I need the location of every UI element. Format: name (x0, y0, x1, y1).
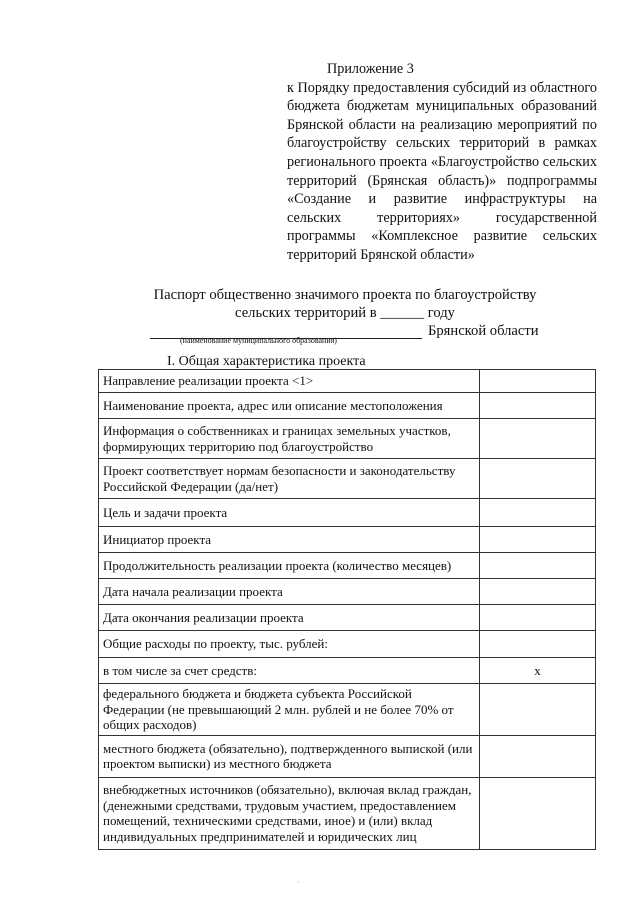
row-value: x (480, 658, 596, 684)
passport-title (100, 286, 590, 322)
table-row (99, 527, 596, 553)
table-row (99, 419, 596, 459)
row-value (480, 553, 596, 579)
title-region: Брянской области (428, 323, 539, 339)
row-label: Дата окончания реализации проекта (99, 605, 480, 631)
row-value (480, 579, 596, 605)
row-value (480, 605, 596, 631)
table-row (99, 553, 596, 579)
title-line-2: сельских территорий в ______ году (235, 305, 455, 321)
row-label: Направление реализации проекта <1> (99, 370, 480, 393)
row-value (480, 370, 596, 393)
passport-table (98, 369, 596, 850)
row-value (480, 777, 596, 849)
row-value (480, 684, 596, 736)
row-value (480, 459, 596, 499)
table-row (99, 777, 596, 849)
row-value (480, 527, 596, 553)
row-label: в том числе за счет средств: (99, 658, 480, 684)
row-label: Цель и задачи проекта (99, 499, 480, 527)
row-value (480, 735, 596, 777)
row-label: Проект соответствует нормам безопасности и законодательству Российской Федерации (да/нет) (99, 459, 480, 499)
table-row (99, 459, 596, 499)
row-value (480, 393, 596, 419)
appendix-heading: Приложение 3 (327, 61, 414, 77)
row-label: Информация о собственниках и границах земельных участков, формирующих территорию под благоустройство (99, 419, 480, 459)
table-row (99, 579, 596, 605)
row-label: Общие расходы по проекту, тыс. рублей: (99, 631, 480, 658)
row-value (480, 419, 596, 459)
row-label: Продолжительность реализации проекта (количество месяцев) (99, 553, 480, 579)
table-row (99, 658, 596, 684)
row-value (480, 499, 596, 527)
municipality-subcaption: (наименование муниципального образования) (180, 336, 337, 345)
page-mark: · (297, 878, 300, 887)
row-label: Наименование проекта, адрес или описание местоположения (99, 393, 480, 419)
table-row (99, 735, 596, 777)
row-label: Инициатор проекта (99, 527, 480, 553)
table-row (99, 684, 596, 736)
table-row (99, 499, 596, 527)
appendix-body: к Порядку предоставления субсидий из областного бюджета бюджетам муниципальных образований Брянской области на реализацию мероприятий по благоустройству сельских территорий в рамках регионального проекта «Благоустройство сельских территорий (Брянская область)» подпрограммы «Создание и развитие инфраструктуры на сельских территориях» государственной программы «Комплексное развитие сельских территорий Брянской области» (287, 79, 597, 263)
section-heading: I. Общая характеристика проекта (167, 354, 366, 369)
row-label: внебюджетных источников (обязательно), включая вклад граждан, (денежными средствами, трудовым участием, предоставлением помещений, техническими средствами, иное) и (или) вклад индивидуальных предпринимателей и юридических лиц (99, 777, 480, 849)
row-label: Дата начала реализации проекта (99, 579, 480, 605)
row-label: местного бюджета (обязательно), подтвержденного выпиской (или проектом выписки) из местного бюджета (99, 735, 480, 777)
table-row (99, 370, 596, 393)
row-label: федерального бюджета и бюджета субъекта Российской Федерации (не превышающий 2 млн. рублей и не более 70% от общих расходов) (99, 684, 480, 736)
table-row (99, 605, 596, 631)
table-row (99, 631, 596, 658)
title-line-1: Паспорт общественно значимого проекта по благоустройству (153, 287, 537, 303)
table-row (99, 393, 596, 419)
appendix-block (287, 60, 597, 265)
row-value (480, 631, 596, 658)
